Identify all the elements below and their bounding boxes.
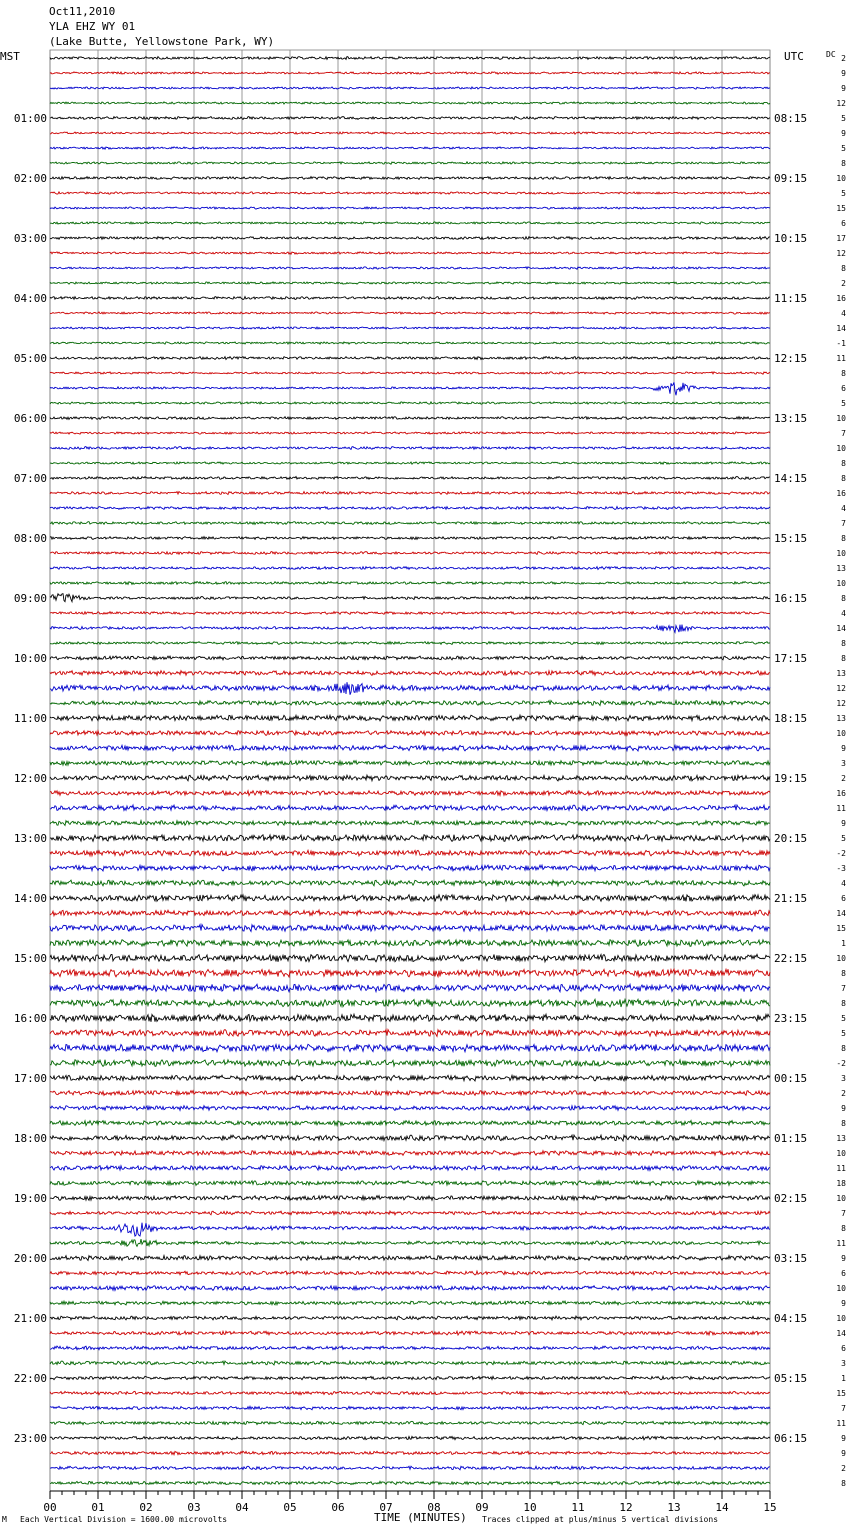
- mst-hour-label: 08:00: [13, 532, 47, 545]
- dc-offset-60: 10: [836, 954, 846, 963]
- x-tick-label: 12: [619, 1501, 633, 1514]
- trace-81: [50, 1271, 770, 1275]
- dc-offset-12: 17: [836, 234, 846, 243]
- trace-16: [50, 297, 770, 300]
- trace-42: [50, 682, 770, 695]
- trace-45: [50, 731, 770, 736]
- dc-offset-89: 15: [836, 1389, 846, 1398]
- trace-71: [50, 1121, 770, 1126]
- dc-offset-79: 11: [836, 1239, 846, 1248]
- x-tick-label: 15: [763, 1501, 777, 1514]
- mst-hour-label: 12:00: [13, 772, 47, 785]
- trace-24: [50, 417, 770, 420]
- trace-93: [50, 1451, 770, 1454]
- trace-74: [50, 1166, 770, 1171]
- dc-offset-70: 9: [841, 1104, 846, 1113]
- x-tick-label: 08: [427, 1501, 441, 1514]
- dc-offset-83: 9: [841, 1299, 846, 1308]
- utc-hour-label: 06:15: [774, 1432, 808, 1445]
- plot-frame: [50, 50, 770, 1491]
- dc-offset-3: 12: [836, 99, 846, 108]
- dc-offset-9: 5: [841, 189, 846, 198]
- mst-hour-label: 16:00: [13, 1012, 47, 1025]
- dc-offset-30: 4: [841, 504, 846, 513]
- trace-59: [50, 940, 770, 947]
- trace-82: [50, 1286, 770, 1291]
- dc-offset-7: 8: [841, 159, 846, 168]
- trace-70: [50, 1106, 770, 1111]
- utc-hour-label: 16:15: [774, 592, 808, 605]
- utc-hour-label: 11:15: [774, 292, 808, 305]
- trace-29: [50, 492, 770, 495]
- trace-40: [50, 656, 770, 660]
- trace-63: [50, 999, 770, 1007]
- dc-offset-24: 10: [836, 414, 846, 423]
- dc-offset-47: 3: [841, 759, 846, 768]
- trace-91: [50, 1421, 770, 1424]
- dc-offset-4: 5: [841, 114, 846, 123]
- trace-22: [50, 382, 770, 395]
- trace-72: [50, 1135, 770, 1141]
- x-tick-label: 10: [523, 1501, 537, 1514]
- trace-38: [50, 625, 770, 633]
- dc-offset-17: 4: [841, 309, 846, 318]
- dc-offset-0: 2: [841, 54, 846, 63]
- dc-offset-39: 8: [841, 639, 846, 648]
- dc-offset-81: 6: [841, 1269, 846, 1278]
- trace-32: [50, 537, 770, 540]
- dc-offset-67: -2: [836, 1059, 846, 1068]
- trace-95: [50, 1481, 770, 1484]
- trace-77: [50, 1211, 770, 1215]
- trace-56: [50, 895, 770, 902]
- dc-offset-35: 10: [836, 579, 846, 588]
- dc-offset-75: 18: [836, 1179, 846, 1188]
- trace-80: [50, 1256, 770, 1261]
- utc-hour-label: 02:15: [774, 1192, 808, 1205]
- dc-offset-11: 6: [841, 219, 846, 228]
- dc-offset-86: 6: [841, 1344, 846, 1353]
- mst-hour-label: 11:00: [13, 712, 47, 725]
- trace-62: [50, 984, 770, 991]
- footer-mark: M: [2, 1515, 7, 1524]
- trace-3: [50, 102, 770, 104]
- trace-34: [50, 567, 770, 570]
- trace-61: [50, 969, 770, 977]
- mst-hour-label: 18:00: [13, 1132, 47, 1145]
- x-tick-label: 06: [331, 1501, 345, 1514]
- x-tick-label: 09: [475, 1501, 489, 1514]
- trace-31: [50, 522, 770, 525]
- dc-offset-16: 16: [836, 294, 846, 303]
- mst-hour-label: 15:00: [13, 952, 47, 965]
- dc-offset-92: 9: [841, 1434, 846, 1443]
- dc-offset-41: 13: [836, 669, 846, 678]
- trace-10: [50, 207, 770, 209]
- trace-30: [50, 507, 770, 510]
- trace-92: [50, 1436, 770, 1439]
- footer-scale: Each Vertical Division = 1600.00 microvolts: [20, 1515, 228, 1524]
- dc-offset-32: 8: [841, 534, 846, 543]
- dc-offset-37: 4: [841, 609, 846, 618]
- trace-67: [50, 1060, 770, 1067]
- dc-offset-22: 6: [841, 384, 846, 393]
- trace-18: [50, 327, 770, 329]
- trace-47: [50, 761, 770, 766]
- dc-offset-65: 5: [841, 1029, 846, 1038]
- dc-offset-6: 5: [841, 144, 846, 153]
- trace-89: [50, 1391, 770, 1394]
- mst-hour-label: 06:00: [13, 412, 47, 425]
- trace-11: [50, 222, 770, 224]
- mst-hour-label: 05:00: [13, 352, 47, 365]
- utc-hour-label: 23:15: [774, 1012, 808, 1025]
- trace-25: [50, 432, 770, 434]
- trace-65: [50, 1030, 770, 1037]
- trace-58: [50, 925, 770, 932]
- mst-hour-label: 07:00: [13, 472, 47, 485]
- x-axis-title: TIME (MINUTES): [374, 1511, 467, 1524]
- dc-offset-57: 14: [836, 909, 846, 918]
- trace-39: [50, 642, 770, 645]
- dc-offset-85: 14: [836, 1329, 846, 1338]
- header-date: Oct11,2010: [49, 5, 116, 18]
- dc-offset-66: 8: [841, 1044, 846, 1053]
- dc-offset-88: 1: [841, 1374, 846, 1383]
- trace-7: [50, 162, 770, 164]
- dc-offset-51: 9: [841, 819, 846, 828]
- dc-offset-72: 13: [836, 1134, 846, 1143]
- trace-28: [50, 477, 770, 480]
- dc-offset-50: 11: [836, 804, 846, 813]
- trace-48: [50, 775, 770, 781]
- dc-offset-23: 5: [841, 399, 846, 408]
- dc-offset-21: 8: [841, 369, 846, 378]
- dc-offset-45: 10: [836, 729, 846, 738]
- dc-offset-76: 10: [836, 1194, 846, 1203]
- x-tick-label: 07: [379, 1501, 393, 1514]
- trace-17: [50, 312, 770, 314]
- trace-88: [50, 1376, 770, 1379]
- dc-offset-19: -1: [836, 339, 846, 348]
- trace-4: [50, 117, 770, 120]
- trace-8: [50, 177, 770, 180]
- dc-offset-28: 8: [841, 474, 846, 483]
- dc-offset-25: 7: [841, 429, 846, 438]
- dc-offset-1: 9: [841, 69, 846, 78]
- trace-15: [50, 282, 770, 284]
- dc-offset-42: 12: [836, 684, 846, 693]
- mst-hour-label: 02:00: [13, 172, 47, 185]
- minute-gridlines: [50, 50, 770, 1491]
- dc-offset-54: -3: [836, 864, 846, 873]
- x-tick-label: 13: [667, 1501, 681, 1514]
- trace-78: [50, 1223, 770, 1236]
- seismic-traces: [50, 57, 770, 1485]
- x-tick-label: 11: [571, 1501, 585, 1514]
- trace-49: [50, 791, 770, 796]
- trace-53: [50, 850, 770, 856]
- trace-13: [50, 252, 770, 254]
- trace-50: [50, 805, 770, 811]
- utc-hour-label: 10:15: [774, 232, 808, 245]
- dc-offset-40: 8: [841, 654, 846, 663]
- dc-offset-26: 10: [836, 444, 846, 453]
- mst-hour-label: 19:00: [13, 1192, 47, 1205]
- trace-60: [50, 954, 770, 961]
- trace-36: [50, 594, 770, 602]
- dc-offset-80: 9: [841, 1254, 846, 1263]
- utc-hour-label: 03:15: [774, 1252, 808, 1265]
- trace-19: [50, 342, 770, 344]
- utc-hour-label: 21:15: [774, 892, 808, 905]
- trace-52: [50, 835, 770, 842]
- trace-21: [50, 372, 770, 374]
- mst-hour-label: 09:00: [13, 592, 47, 605]
- trace-79: [50, 1239, 770, 1246]
- dc-offset-74: 11: [836, 1164, 846, 1173]
- trace-35: [50, 582, 770, 585]
- trace-6: [50, 147, 770, 149]
- dc-offset-36: 8: [841, 594, 846, 603]
- trace-12: [50, 237, 770, 240]
- dc-offset-15: 2: [841, 279, 846, 288]
- dc-offset-33: 10: [836, 549, 846, 558]
- dc-offset-48: 2: [841, 774, 846, 783]
- trace-73: [50, 1151, 770, 1156]
- dc-offset-58: 15: [836, 924, 846, 933]
- trace-1: [50, 72, 770, 74]
- utc-hour-label: 05:15: [774, 1372, 808, 1385]
- trace-94: [50, 1466, 770, 1470]
- dc-offset-64: 5: [841, 1014, 846, 1023]
- dc-offset-44: 13: [836, 714, 846, 723]
- dc-offset-52: 5: [841, 834, 846, 843]
- dc-label: DC: [826, 50, 836, 59]
- dc-offset-8: 10: [836, 174, 846, 183]
- utc-hour-label: 04:15: [774, 1312, 808, 1325]
- dc-offset-82: 10: [836, 1284, 846, 1293]
- footer-clip: Traces clipped at plus/minus 5 vertical divisions: [482, 1515, 719, 1524]
- mst-hour-label: 17:00: [13, 1072, 47, 1085]
- trace-26: [50, 447, 770, 450]
- mst-hour-label: 23:00: [13, 1432, 47, 1445]
- header-location: (Lake Butte, Yellowstone Park, WY): [49, 35, 275, 48]
- dc-offset-10: 15: [836, 204, 846, 213]
- mst-hour-label: 14:00: [13, 892, 47, 905]
- trace-69: [50, 1091, 770, 1096]
- dc-offset-95: 8: [841, 1479, 846, 1488]
- dc-offset-71: 8: [841, 1119, 846, 1128]
- x-tick-label: 04: [235, 1501, 249, 1514]
- trace-0: [50, 57, 770, 60]
- utc-hour-label: 18:15: [774, 712, 808, 725]
- dc-offset-62: 7: [841, 984, 846, 993]
- dc-offset-27: 8: [841, 459, 846, 468]
- dc-offset-20: 11: [836, 354, 846, 363]
- trace-54: [50, 865, 770, 871]
- trace-75: [50, 1181, 770, 1186]
- dc-offset-68: 3: [841, 1074, 846, 1083]
- x-tick-label: 14: [715, 1501, 729, 1514]
- trace-57: [50, 910, 770, 916]
- dc-offset-56: 6: [841, 894, 846, 903]
- utc-hour-label: 22:15: [774, 952, 808, 965]
- header-station: YLA EHZ WY 01: [49, 20, 136, 33]
- utc-hour-label: 17:15: [774, 652, 808, 665]
- trace-68: [50, 1075, 770, 1081]
- trace-66: [50, 1044, 770, 1051]
- mst-hour-label: 03:00: [13, 232, 47, 245]
- dc-offset-2: 9: [841, 84, 846, 93]
- trace-90: [50, 1406, 770, 1410]
- utc-hour-label: 09:15: [774, 172, 808, 185]
- trace-5: [50, 132, 770, 134]
- trace-43: [50, 701, 770, 706]
- dc-offset-93: 9: [841, 1449, 846, 1458]
- trace-83: [50, 1301, 770, 1305]
- trace-64: [50, 1014, 770, 1022]
- mst-hour-label: 13:00: [13, 832, 47, 845]
- dc-offset-34: 13: [836, 564, 846, 573]
- utc-hour-label: 15:15: [774, 532, 808, 545]
- trace-84: [50, 1316, 770, 1320]
- x-tick-label: 03: [187, 1501, 201, 1514]
- trace-33: [50, 552, 770, 555]
- dc-offset-31: 7: [841, 519, 846, 528]
- dc-offset-63: 8: [841, 999, 846, 1008]
- dc-offset-91: 11: [836, 1419, 846, 1428]
- trace-85: [50, 1331, 770, 1335]
- dc-offset-5: 9: [841, 129, 846, 138]
- mst-hour-label: 04:00: [13, 292, 47, 305]
- trace-9: [50, 192, 770, 194]
- mst-hour-label: 20:00: [13, 1252, 47, 1265]
- dc-offset-43: 12: [836, 699, 846, 708]
- dc-offset-14: 8: [841, 264, 846, 273]
- mst-hour-label: 22:00: [13, 1372, 47, 1385]
- trace-87: [50, 1361, 770, 1365]
- trace-76: [50, 1196, 770, 1201]
- trace-23: [50, 402, 770, 404]
- utc-hour-label: 12:15: [774, 352, 808, 365]
- dc-offset-94: 2: [841, 1464, 846, 1473]
- dc-offset-73: 10: [836, 1149, 846, 1158]
- dc-offset-61: 8: [841, 969, 846, 978]
- dc-offset-59: 1: [841, 939, 846, 948]
- trace-20: [50, 357, 770, 360]
- dc-offset-84: 10: [836, 1314, 846, 1323]
- mst-hour-label: 10:00: [13, 652, 47, 665]
- trace-55: [50, 880, 770, 886]
- x-tick-label: 00: [43, 1501, 57, 1514]
- utc-hour-label: 01:15: [774, 1132, 808, 1145]
- trace-41: [50, 671, 770, 676]
- trace-14: [50, 267, 770, 269]
- x-tick-label: 01: [91, 1501, 105, 1514]
- trace-86: [50, 1346, 770, 1350]
- utc-label: UTC: [784, 50, 804, 63]
- trace-44: [50, 715, 770, 721]
- dc-offset-77: 7: [841, 1209, 846, 1218]
- utc-hour-label: 00:15: [774, 1072, 808, 1085]
- x-tick-label: 05: [283, 1501, 297, 1514]
- utc-hour-label: 13:15: [774, 412, 808, 425]
- trace-2: [50, 87, 770, 89]
- dc-offset-53: -2: [836, 849, 846, 858]
- utc-hour-label: 20:15: [774, 832, 808, 845]
- dc-offset-78: 8: [841, 1224, 846, 1233]
- trace-46: [50, 745, 770, 751]
- dc-offset-46: 9: [841, 744, 846, 753]
- dc-offset-13: 12: [836, 249, 846, 258]
- dc-offset-69: 2: [841, 1089, 846, 1098]
- utc-hour-label: 08:15: [774, 112, 808, 125]
- trace-51: [50, 821, 770, 826]
- dc-offset-29: 16: [836, 489, 846, 498]
- dc-offset-18: 14: [836, 324, 846, 333]
- dc-offset-55: 4: [841, 879, 846, 888]
- dc-offset-49: 16: [836, 789, 846, 798]
- dc-offset-87: 3: [841, 1359, 846, 1368]
- utc-hour-label: 19:15: [774, 772, 808, 785]
- mst-hour-label: 01:00: [13, 112, 47, 125]
- trace-37: [50, 612, 770, 615]
- x-tick-label: 02: [139, 1501, 153, 1514]
- mst-hour-label: 21:00: [13, 1312, 47, 1325]
- trace-27: [50, 462, 770, 464]
- dc-offset-38: 14: [836, 624, 846, 633]
- dc-offset-90: 7: [841, 1404, 846, 1413]
- mst-label: MST: [0, 50, 20, 63]
- utc-hour-label: 14:15: [774, 472, 808, 485]
